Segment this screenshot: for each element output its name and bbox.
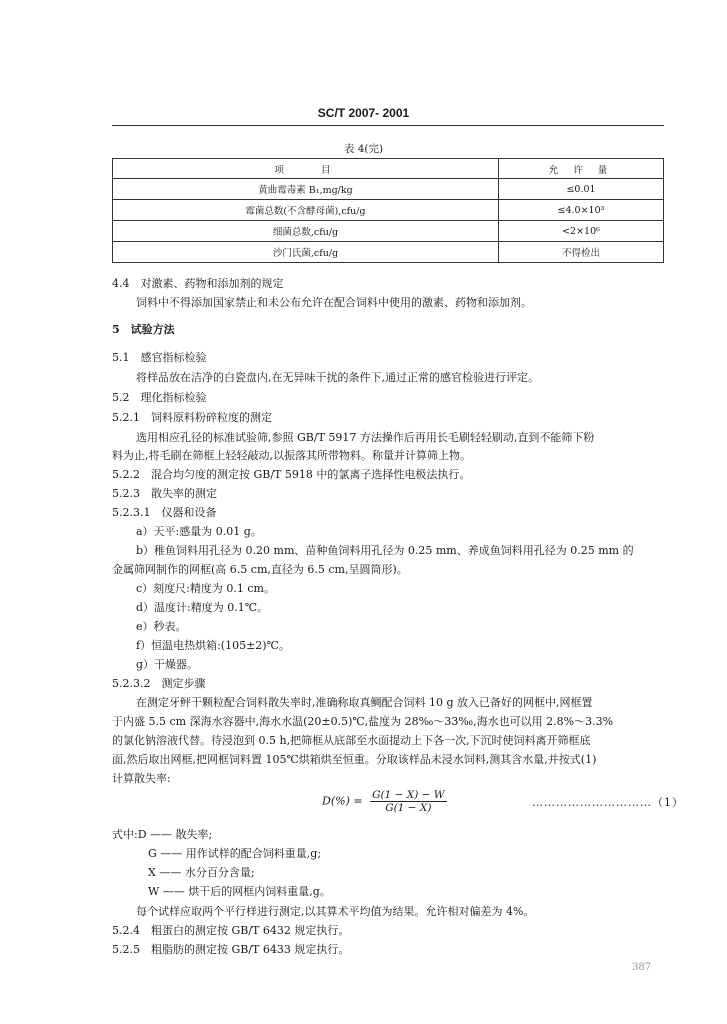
list-item: a）天平:感量为 0.01 g。 bbox=[136, 525, 262, 538]
column-header-item: 项 目 bbox=[113, 159, 499, 179]
variable-definition: 式中:D —— 散失率; bbox=[112, 828, 213, 841]
table-cell: <2×10⁶ bbox=[499, 221, 664, 242]
list-item: e）秒表。 bbox=[136, 620, 187, 633]
paragraph-line: 在测定牙鲆干颗粒配合饲料散失率时,准确称取真鲷配合饲料 10 g 放入已备好的网框中,网框置 bbox=[136, 696, 593, 709]
section-5-2-2-heading: 5.2.2 混合均匀度的测定按 GB/T 5918 中的氯离子选择性电极法执行。 bbox=[112, 468, 471, 481]
page-number: 387 bbox=[632, 962, 652, 973]
list-item: f）恒温电热烘箱:(105±2)℃。 bbox=[136, 639, 290, 652]
formula-numerator: G(1 − X) − W bbox=[372, 789, 445, 801]
table-header-row bbox=[113, 159, 664, 179]
table-cell: 霉菌总数(不含酵母菌),cfu/g bbox=[113, 200, 499, 221]
list-item: b）稚鱼饲料用孔径为 0.20 mm、苗种鱼饲料用孔径为 0.25 mm、养成鱼饲料用孔径为 0.25 mm 的 bbox=[136, 544, 634, 557]
table-cell: 不得检出 bbox=[499, 242, 664, 263]
table-row bbox=[113, 200, 664, 221]
formula-fraction bbox=[370, 789, 446, 814]
section-5-2-4-heading: 5.2.4 粗蛋白的测定按 GB/T 6432 规定执行。 bbox=[112, 924, 350, 937]
list-item: c）刻度尺:精度为 0.1 cm。 bbox=[136, 582, 275, 595]
paragraph-line: 的氯化钠溶液代替。待浸泡到 0.5 h,把筛框从底部至水面提动上下各一次,下沉时使饲料离开筛框底 bbox=[112, 734, 591, 747]
dispersion-formula bbox=[322, 789, 447, 814]
paragraph-line: 金属筛网制作的网框(高 6.5 cm,直径为 6.5 cm,呈圆筒形)。 bbox=[112, 563, 408, 576]
table-caption: 表 4(完) bbox=[343, 143, 384, 155]
equation-number: …………………………（1） bbox=[532, 796, 684, 809]
table-cell: 沙门氏菌,cfu/g bbox=[113, 242, 499, 263]
list-item: d）温度计:精度为 0.1℃。 bbox=[136, 601, 269, 614]
table-row bbox=[113, 179, 664, 200]
paragraph-line: 饲料中不得添加国家禁止和未公布允许在配合饲料中使用的激素、药物和添加剂。 bbox=[136, 296, 532, 309]
paragraph-line: 每个试样应取两个平行样进行测定,以其算术平均值为结果。允许相对偏差为 4%。 bbox=[136, 905, 535, 918]
paragraph-line: 于内盛 5.5 cm 深海水容器中,海水水温(20±0.5)℃,盐度为 28‰～33‰,海水也可以用 2.8%～3.3% bbox=[112, 715, 614, 728]
formula-lhs: D(%) = bbox=[322, 794, 363, 808]
section-5-heading: 5 试验方法 bbox=[112, 323, 175, 336]
paragraph-line: 选用相应孔径的标准试验筛,参照 GB/T 5917 方法操作后再用长毛刷轻轻刷动,直到不能筛下粉 bbox=[136, 431, 595, 444]
paragraph-line: 面,然后取出网框,把网框饲料置 105℃烘箱烘至恒重。分取该样品未浸水饲料,测其含水量,并按式(1) bbox=[112, 753, 597, 766]
section-5-2-3-2-heading: 5.2.3.2 测定步骤 bbox=[112, 677, 206, 690]
section-5-1-heading: 5.1 感官指标检验 bbox=[112, 351, 207, 364]
paragraph-line: 将样品放在洁净的白瓷盘内,在无异味干扰的条件下,通过正常的感官检验进行评定。 bbox=[136, 371, 539, 384]
standard-code-header: SC/T 2007- 2001 bbox=[317, 106, 410, 120]
paragraph-line: 料为止,将毛刷在筛框上轻轻敲动,以振落其所带物料。称量并计算筛上物。 bbox=[112, 449, 471, 462]
table-cell: ≤0.01 bbox=[499, 179, 664, 200]
table-row bbox=[113, 242, 664, 263]
formula-denominator: G(1 − X) bbox=[385, 802, 432, 814]
limits-table bbox=[112, 158, 664, 263]
variable-definition: X —— 水分百分含量; bbox=[148, 866, 255, 879]
section-5-2-1-heading: 5.2.1 饲料原料粉碎粒度的测定 bbox=[112, 411, 272, 424]
column-header-allowance: 允 许 量 bbox=[499, 159, 664, 179]
list-item: g）干燥器。 bbox=[136, 658, 199, 671]
variable-definition: W —— 烘干后的网框内饲料重量,g。 bbox=[148, 885, 331, 898]
table-cell: 细菌总数,cfu/g bbox=[113, 221, 499, 242]
section-4-4-heading: 4.4 对激素、药物和添加剂的规定 bbox=[112, 277, 284, 290]
header-rule bbox=[112, 125, 664, 126]
table-row bbox=[113, 221, 664, 242]
section-5-2-heading: 5.2 理化指标检验 bbox=[112, 391, 207, 404]
variable-definition: G —— 用作试样的配合饲料重量,g; bbox=[148, 847, 322, 860]
section-5-2-3-1-heading: 5.2.3.1 仪器和设备 bbox=[112, 506, 217, 519]
paragraph-line: 计算散失率: bbox=[112, 772, 171, 785]
table-cell: 黄曲霉毒素 B₁,mg/kg bbox=[113, 179, 499, 200]
section-5-2-3-heading: 5.2.3 散失率的测定 bbox=[112, 487, 217, 500]
table-cell: ≤4.0×10³ bbox=[499, 200, 664, 221]
section-5-2-5-heading: 5.2.5 粗脂肪的测定按 GB/T 6433 规定执行。 bbox=[112, 943, 350, 956]
